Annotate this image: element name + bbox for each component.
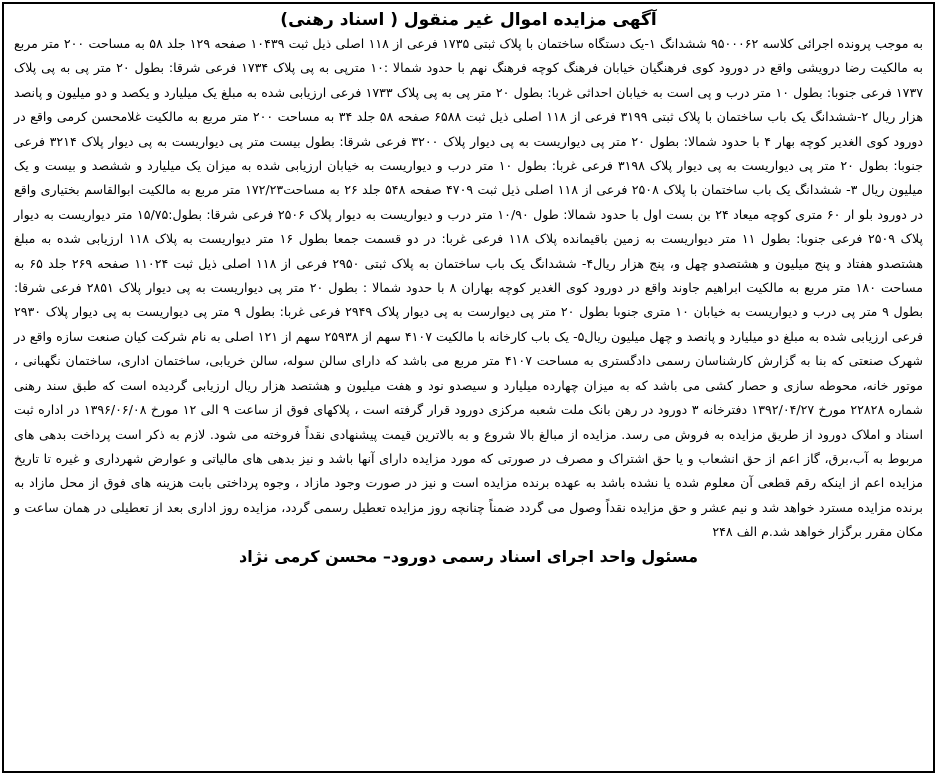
notice-title: آگهی مزایده اموال غیر منقول ( اسناد رهنی) <box>280 10 657 30</box>
notice-signature: مسئول واحد اجرای اسناد رسمی دورود– محسن کرمی نژاد <box>239 546 698 566</box>
notice-body: به موجب پرونده اجرائی کلاسه ۹۵۰۰۰۶۲ ششدانگ ۱-یک دستگاه ساختمان با پلاک ثبتی ۱۷۳۵ فرعی از ۱۱۸ اصلی ذیل ثبت ۱۰۴۳۹ صفحه ۱۲۹ جلد ۵۸ به مساحت ۲۰۰ متر مربع به مالکیت رضا درویشی واقع در دورود کوی فرهنگیان خیابان فرهنگ کوچه فرهنگ نهم با حدود شمالا :۱۰ مترپی به پی پلاک ۱۷۳۴ فرعی شرقا: بطول ۲۰ متر پی به پی پلاک ۱۷۳۷ فرعی جنوبا: بطول ۱۰ متر درب و پی است به خیابان احداثی غربا: بطول ۲۰ متر پی به پی پلاک ۱۷۳۳ فرعی ارزیابی شده به مبلغ یک میلیارد و یکصد و دو میلیون و پانصد هزار ریال ۲-ششدانگ یک باب ساختمان با پلاک ثبتی ۳۱۹۹ فرعی از ۱۱۸ اصلی ذیل ثبت ۶۵۸۸ صفحه ۵۸ جلد ۳۴ به مساحت ۲۰۰ متر مربع به مالکیت غلامحسن کرمی واقع در دورود کوی الغدیر کوچه بهار ۴ با حدود شمالا: بطول ۲۰ متر پی دیواریست به پی دیوار پلاک ۳۲۰۰ فرعی شرقا: بطول بیست متر پی دیواریست به پی دیوار پلاک ۳۲۱۴ فرعی جنوبا: بطول ۲۰ متر پی دیواریست به پی دیوار پلاک ۳۱۹۸ فرعی غربا: بطول ۱۰ متر درب و دیواریست به خیابان ارزیابی شده به میزان یک میلیارد و ششصد و بیست و یک میلیون ریال ۳- ششدانگ یک باب ساختمان با پلاک ۲۵۰۸ فرعی از ۱۱۸ اصلی ذیل ثبت ۴۷۰۹ صفحه ۵۴۸ جلد ۲۶ به مساحت۱۷۲/۲۳ متر مربع به مالکیت ابوالقاسم بختیاری واقع در دورود بلو ار ۶۰ متری کوچه میعاد ۲۴ بن بست اول با حدود شمالا: طول ۱۰/۹۰ متر درب و دیواریست به دیوار پلاک ۲۵۰۶ فرعی شرقا: بطول:۱۵/۷۵ متر دیواریست به دیوار پلاک ۲۵۰۹ فرعی جنوبا: بطول ۱۱ متر دیواریست به زمین باقیمانده پلاک ۱۱۸ فرعی غربا: در دو قسمت جمعا بطول ۱۶ متر دیواریست به پلاک ۱۱۸ ارزیابی شده به مبلغ هشتصدو هفتاد و پنج میلیون و هشتصدو چهل و، پنج هزار ریال۴- ششدانگ یک باب ساختمان به پلاک ثبتی ۲۹۵۰ فرعی از ۱۱۸ اصلی ذیل ثبت ۱۱۰۲۴ صفحه ۲۶۹ جلد ۶۵ به مساحت ۱۸۰ متر مربع به مالکیت ابراهیم جاوند واقع در دورود کوی الغدیر کوچه بهاران ۸ با حدود شمالا : بطول ۲۰ متر پی دیواریست به پی دیوار پلاک ۲۸۵۱ فرعی شرقا: بطول ۹ متر پی درب و دیواریست به خیابان ۱۰ متری جنوبا بطول ۲۰ متر پی دیوارست به پی دیوار پلاک ۲۹۴۹ فرعی غربا: بطول ۹ متر پی دیواریست به پی دیوار پلاک ۲۹۳۰ فرعی ارزیابی شده به مبلغ دو میلیارد و پانصد و چهل میلیون ریال۵- یک باب کارخانه با مالکیت ۴۱۰۷ سهم از ۲۵۹۳۸ سهم از ۱۲۱ اصلی به نام شرکت کیان صنعت سازه واقع در شهرک صنعتی که بنا به گزارش کارشناسان رسمی دادگستری به مساحت ۴۱۰۷ متر مربع می باشد که دارای سالن سوله، سالن خریابی، ساختمان اداری، ساختمان نگهبانی ، موتور خانه، محوطه سازی و حصار کشی می باشد که به میزان چهارده میلیارد و سیصدو نود و هفت میلیون و هشتصد هزار ریال ارزیابی گردیده است که طبق سند رهنی شماره ۲۲۸۲۸ مورخ ۱۳۹۲/۰۴/۲۷ دفترخانه ۳ دورود در رهن بانک ملت شعبه مرکزی دورود قرار گرفته است ، پلاکهای فوق از ساعت ۹ الی ۱۲ مورخ ۱۳۹۶/۰۶/۰۸ در اداره ثبت اسناد و املاک دورود از طریق مزایده به فروش می رسد. مزایده از مبالغ بالا شروع و به بالاترین قیمت پیشنهادی نقداً فروخته می شود. لازم به ذکر است پرداخت بدهی های مربوط به آب،برق، گاز اعم از حق انشعاب و یا حق اشتراک و مصرف در صورتی که مورد مزایده دارای آنها باشد و نیز بدهی های مالیاتی و عوارض شهرداری و غیره تا تاریخ مزایده اعم از اینکه رقم قطعی آن معلوم شده یا نشده باشد به عهده برنده مزایده است و نیز در صورت وجود مازاد ، وجوه پرداختی بابت هزینه های فوق از محل مازاد به برنده مزایده مسترد خواهد شد و نیم عشر و حق مزایده نقداً وصول می گردد ضمناً چنانچه روز مزایده تعطیل رسمی گردد، مزایده روز اداری بعد از تعطیلی در همان ساعت و مکان مقرر برگزار خواهد شد.م الف ۲۴۸ <box>14 36 924 540</box>
auction-notice <box>2 2 935 773</box>
